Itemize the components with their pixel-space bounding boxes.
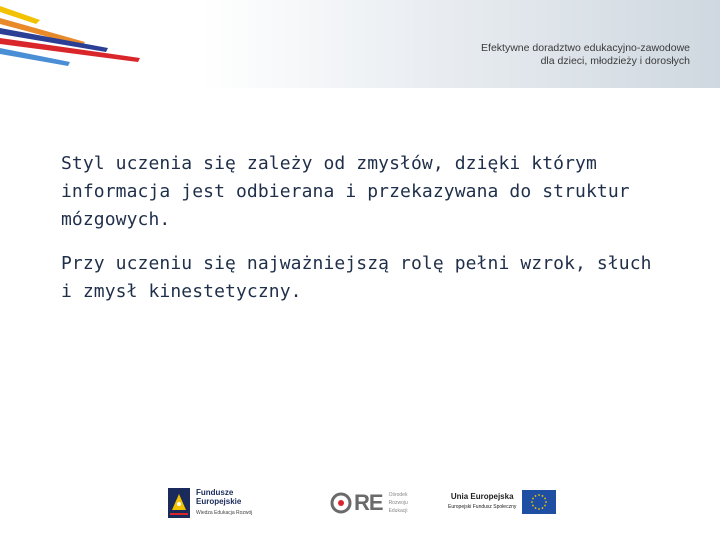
ore-logo-sub2: Rozwoju — [388, 500, 408, 506]
ore-logo-sub1: Ośrodek — [388, 492, 408, 498]
fe-logo-line1: Fundusze — [196, 488, 234, 497]
unia-europejska-logo — [448, 490, 556, 514]
fe-logo-line2: Europejskie — [196, 497, 242, 506]
eu-flag-icon — [522, 490, 556, 514]
header-title-line2: dla dzieci, młodzieży i dorosłych — [540, 55, 690, 67]
ore-logo-sub3: Edukacji — [388, 508, 408, 514]
ore-logo-word: RE — [354, 490, 383, 515]
paragraph-senses: Przy uczeniu się najważniejszą rolę pełni wzrok, słuch i zmysł kinestetyczny. — [61, 253, 652, 302]
header-stripes — [0, 0, 160, 70]
header-title-line1: Efektywne doradztwo edukacyjno-zawodowe — [481, 42, 690, 54]
footer-logos — [0, 480, 720, 530]
fundusze-europejskie-logo — [168, 488, 252, 518]
ue-logo-line1: Unia Europejska — [450, 492, 514, 501]
ore-o-icon — [330, 492, 352, 514]
paragraph-learning-style: Styl uczenia się zależy od zmysłów, dzięki którym informacja jest odbierana i przekazywana do struktur mózgowych. — [61, 153, 630, 230]
slide-content — [61, 150, 661, 306]
ue-logo-line2: Europejski Fundusz Społeczny — [448, 504, 517, 510]
fe-star-icon — [168, 488, 190, 518]
fe-logo-line3: Wiedza Edukacja Rozwój — [196, 510, 253, 516]
header-title — [481, 42, 690, 68]
ore-logo — [330, 490, 408, 516]
